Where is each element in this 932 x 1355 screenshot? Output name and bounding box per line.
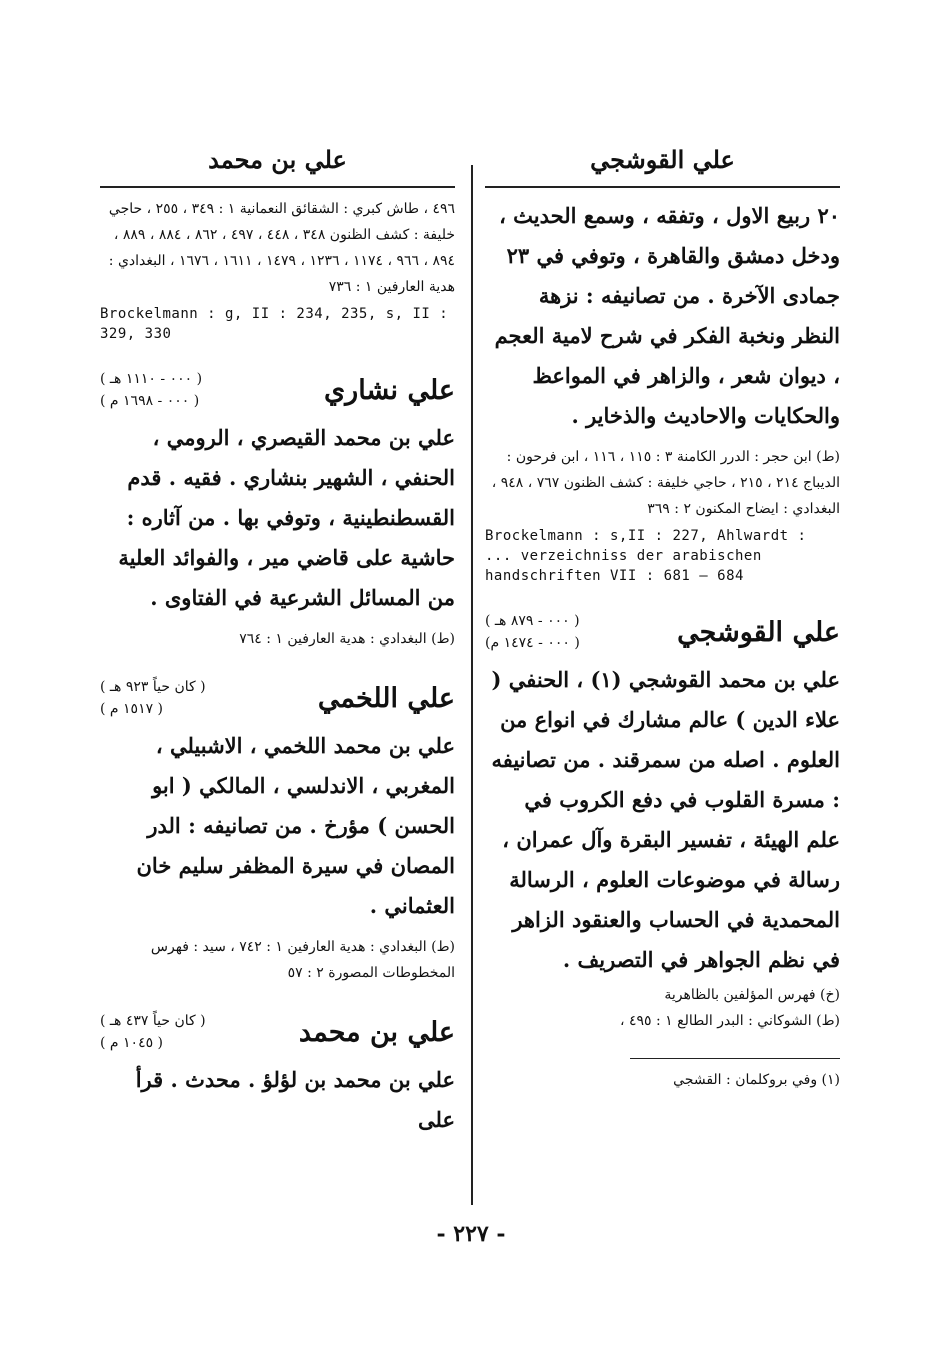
entry-heading-ali-bin-muhammad (100, 1010, 455, 1054)
dates-gregorian: ( ١٥١٧ م ) (100, 701, 164, 717)
dates-hijri: ( ٠٠٠ - ٨٧٩ هـ ) (485, 613, 580, 629)
left-column (100, 140, 455, 1140)
column-divider (471, 165, 473, 1205)
entry-body: علي بن محمد بن لؤلؤ . محدث . قرأ على (135, 1067, 455, 1132)
continuation-references: (ط) ابن حجر : الدرر الكامنة ٣ : ١١٥ ، ١١٦ ، ابن فرحون : الديباج ٢١٤ ، ٢١٥ ، حاجي خليفة : كشف الظنون ٧٦٧ ، ٩٤٨ ، البغدادي : ايضاح المكنون ٢ : ٣٦٩ (491, 449, 840, 517)
footnote-rule (630, 1058, 840, 1059)
continuation-latin-reference: Brockelmann : s,II : 227, Ahlwardt : ... verzeichniss der arabischen handschriften VII : 681 — 684 (485, 528, 807, 584)
entry-reference-kh: (خ) فهرس المؤلفين بالظاهرية (664, 987, 840, 1003)
dates-hijri: ( ٠٠٠ - ١١١٠ هـ ) (100, 371, 203, 387)
entry-body: علي بن محمد اللخمي ، الاشبيلي ، المغربي ، الاندلسي ، المالكي ( ابو الحسن ) مؤرخ . من تصانيفه : الدر المصان في سيرة المظفر سليم خان العثماني . (136, 733, 455, 918)
entry-dates (100, 676, 206, 720)
entry-body: علي بن محمد القوشجي (١) ، الحنفي ( علاء الدين ) عالم مشارك في انواع من العلوم . اصله من سمرقند . من تصانيفه : مسرة القلوب في دفع الكروب في علم الهيئة ، تفسير البقرة وآل عمران ، رسالة في موضوعات العلوم ، الرسالة المحمدية في الحساب والعنقود الزاهر في نظم الجواهر في التصريف . (491, 667, 840, 972)
entry-references: (ط) البغدادي : هدية العارفين ١ : ٧٤٢ ، سيد : فهرس المخطوطات المصورة ٢ : ٥٧ (150, 939, 455, 981)
entry-title: علي اللخمي (317, 682, 455, 714)
dates-hijri: ( كان حياً ٩٢٣ هـ ) (100, 679, 206, 695)
entry-title: علي بن محمد (298, 1016, 455, 1048)
continuation-latin-reference: Brockelmann : g, II : 234, 235, s, II : 329, 330 (100, 306, 449, 342)
footnote: (١) وفي بروكلمان : القشجي (673, 1072, 840, 1088)
entry-title: علي نشاري (324, 374, 455, 406)
dates-gregorian: ( ١٠٤٥ م ) (100, 1035, 164, 1051)
page-number: - ٢٢٧ - (436, 1221, 506, 1247)
header-rule-right (485, 186, 840, 188)
entry-continuation-text: ٢٠ ربيع الاول ، وتفقه ، وسمع الحديث ، ودخل دمشق والقاهرة ، وتوفي في ٢٣ جمادى الآخرة . من تصانيفه : نزهة النظر ونخبة الفكر في شرح لامية العجم ، ديوان شعر ، والزاهر في المواعظ والحكايات والاحاديث والذخاير . (494, 203, 840, 428)
dates-gregorian: ( ٠٠٠ - ١٤٧٤ م) (485, 635, 580, 651)
entry-heading-nashari (100, 368, 455, 412)
running-head-right: علي القوشجي (590, 145, 735, 174)
right-column (485, 140, 840, 1091)
entry-dates (100, 1010, 206, 1054)
header-rule-left (100, 186, 455, 188)
entry-dates (100, 368, 202, 412)
dates-gregorian: ( ٠٠٠ - ١٦٩٨ م ) (100, 393, 200, 409)
entry-references: (ط) البغدادي : هدية العارفين ١ : ٧٦٤ (239, 631, 455, 647)
entry-reference-t: (ط) الشوكاني : البدر الطالع ١ : ٤٩٥ ، (619, 1013, 840, 1029)
entry-dates (485, 610, 580, 654)
entry-heading-lakhmi (100, 676, 455, 720)
dates-hijri: ( كان حياً ٤٣٧ هـ ) (100, 1013, 206, 1029)
entry-heading-qushji (485, 610, 840, 654)
entry-title: علي القوشجي (677, 616, 840, 648)
running-head-left: علي بن محمد (208, 145, 347, 174)
entry-body: علي بن محمد القيصري ، الرومي ، الحنفي ، الشهير بنشاري . فقيه . قدم القسطنطينية ، وتوفي بها . من آثاره : حاشية على قاضي مير ، والفوائد العلية من المسائل الشرعية في الفتاوى . (118, 425, 455, 610)
continuation-references: ٤٩٦ ، طاش كبري : الشقائق النعمانية ١ : ٣٤٩ ، ٢٥٥ ، حاجي خليفة : كشف الظنون ٣٤٨ ، ٤٤٨ ، ٤٩٧ ، ٨٦٢ ، ٨٨٤ ، ٨٨٩ ، ٨٩٤ ، ٩٦٦ ، ١١٧٤ ، ١٢٣٦ ، ١٤٧٩ ، ١٦١١ ، ١٦٧٦ ، البغدادي : هدية العارفين ١ : ٧٣٦ (108, 201, 455, 295)
